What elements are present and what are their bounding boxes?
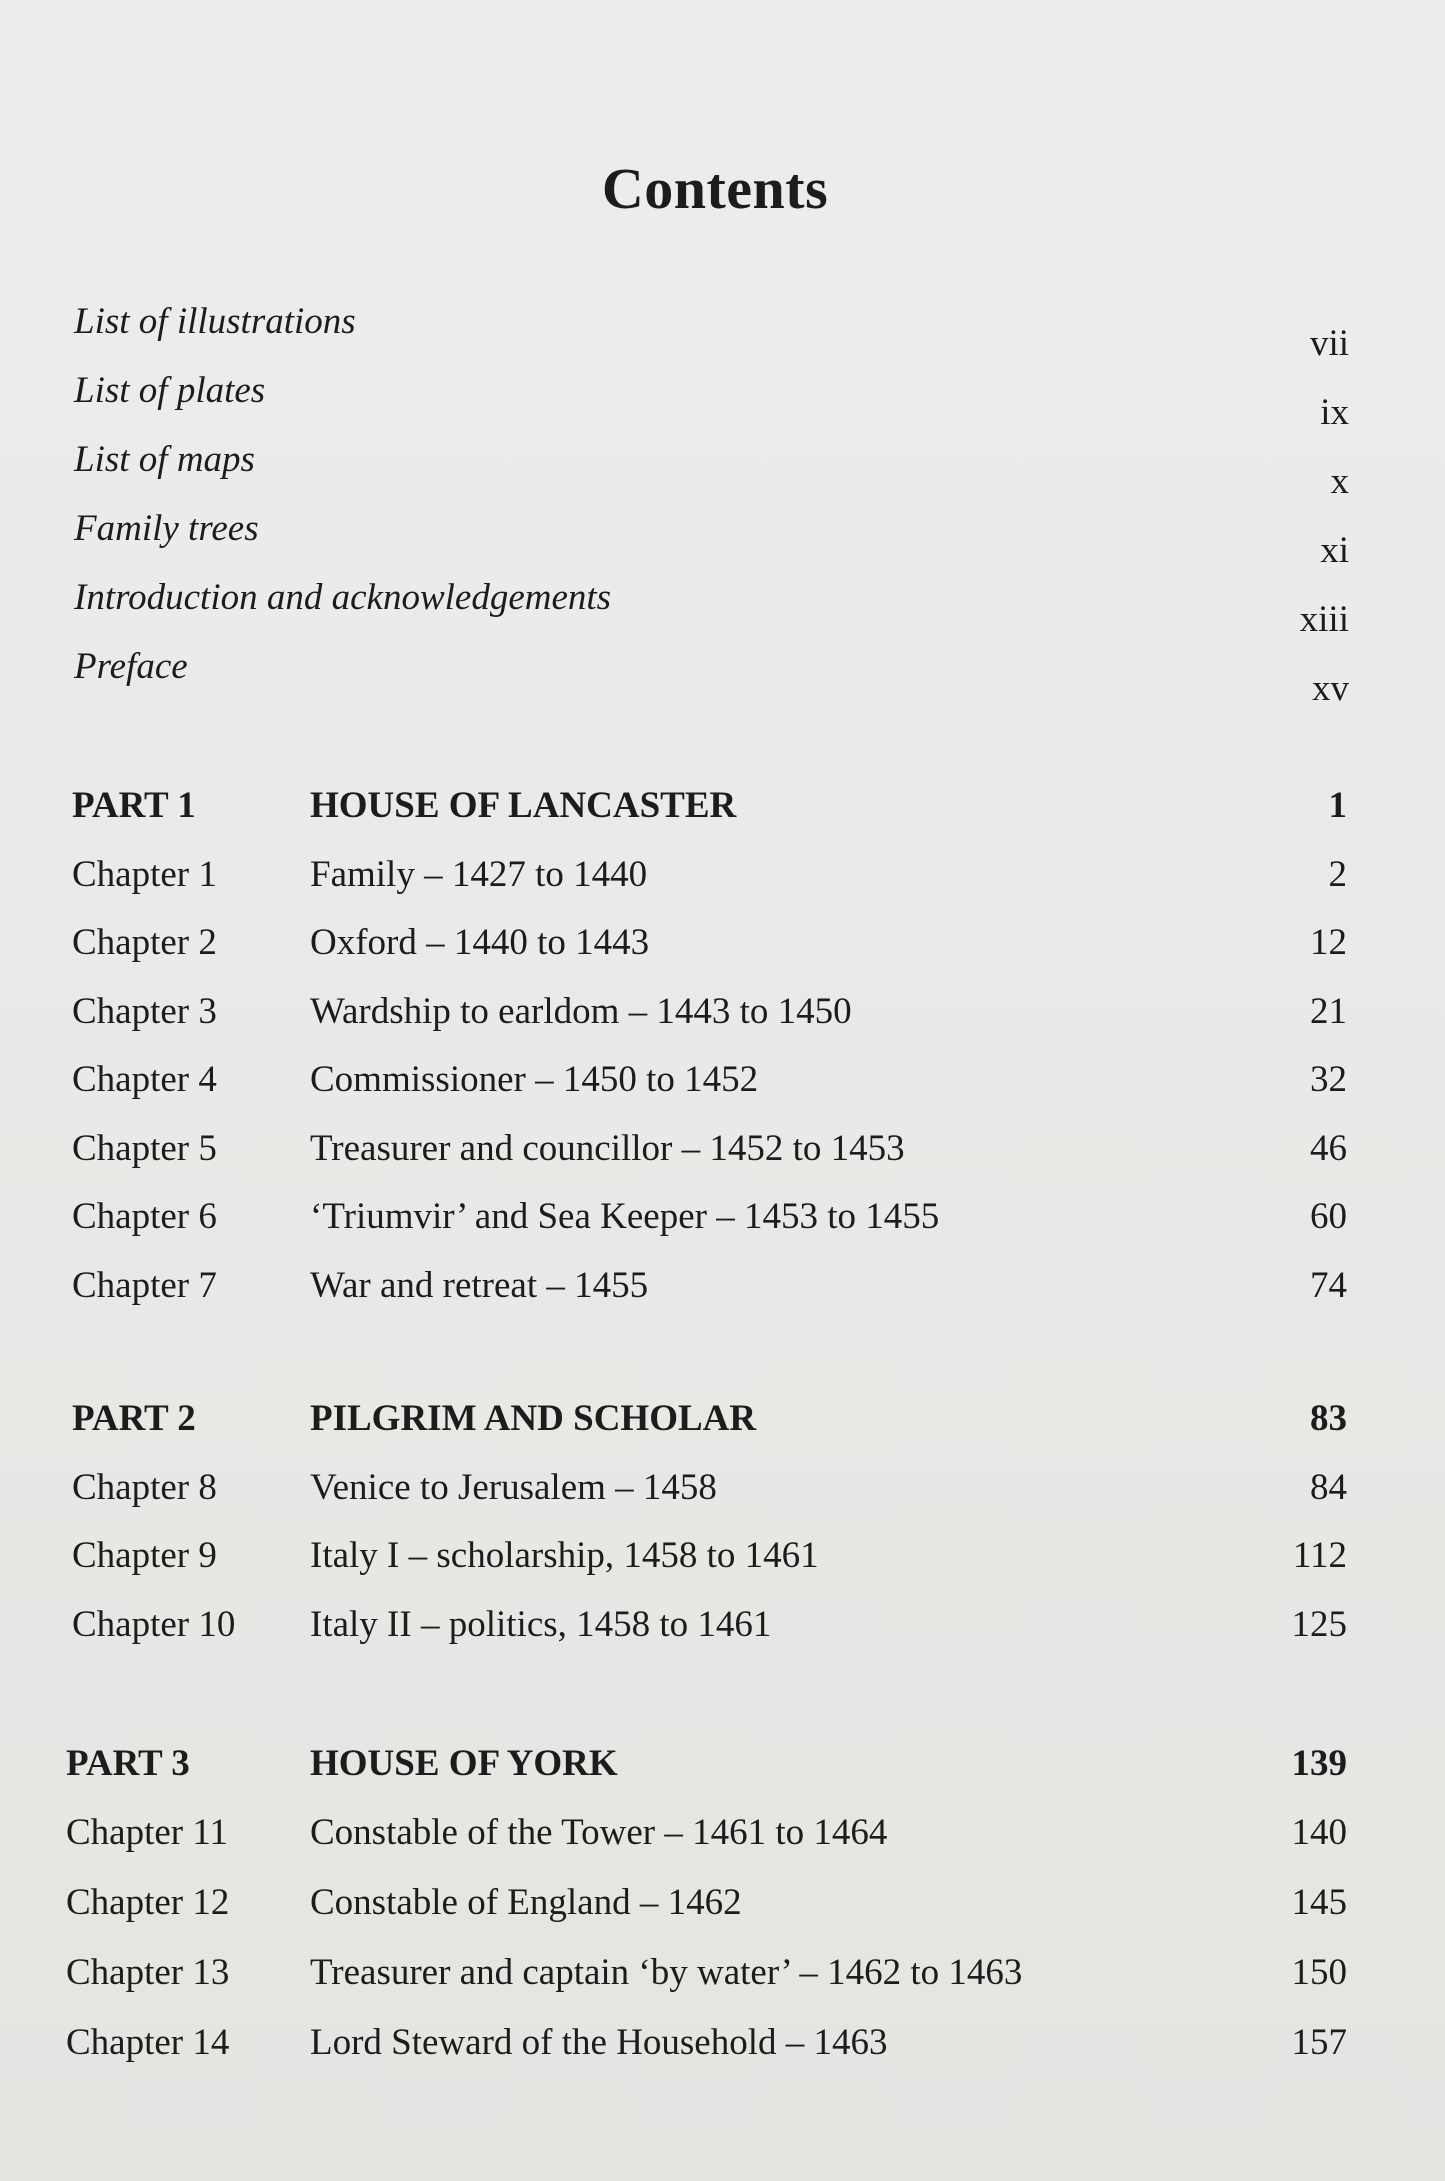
chapter-label: Chapter 12	[66, 1882, 230, 1923]
chapter-label: Chapter 6	[72, 1196, 217, 1237]
front-matter-label: Family trees	[74, 508, 259, 549]
part-page: 1	[1328, 785, 1347, 826]
chapter-row	[72, 1127, 1347, 1177]
chapter-name: Oxford – 1440 to 1443	[310, 922, 650, 963]
chapter-page: 140	[1291, 1812, 1347, 1853]
part-heading	[72, 784, 1347, 834]
chapter-name: Treasurer and captain ‘by water’ – 1462 to 1463	[310, 1952, 1023, 1993]
chapter-name: Italy II – politics, 1458 to 1461	[310, 1604, 772, 1645]
front-matter-item	[74, 645, 1349, 709]
chapter-row	[72, 853, 1347, 903]
part-heading	[72, 1397, 1347, 1447]
chapter-name: Italy I – scholarship, 1458 to 1461	[310, 1535, 819, 1576]
chapter-name: Lord Steward of the Household – 1463	[310, 2022, 888, 2063]
front-matter-item	[74, 300, 1349, 364]
part-label: PART 3	[66, 1743, 190, 1784]
page-title: Contents	[601, 156, 829, 221]
part-heading	[66, 1742, 1347, 1792]
front-matter-page: xv	[1312, 668, 1349, 709]
chapter-name: Constable of the Tower – 1461 to 1464	[310, 1812, 888, 1853]
front-matter-label: List of plates	[74, 370, 266, 411]
chapter-row	[66, 1881, 1347, 1931]
chapter-page: 112	[1292, 1535, 1347, 1576]
front-matter-item	[74, 369, 1349, 433]
part-label: PART 2	[72, 1398, 196, 1439]
chapter-row	[72, 1264, 1347, 1314]
chapter-row	[72, 990, 1347, 1040]
chapter-label: Chapter 13	[66, 1952, 230, 1993]
chapter-name: Family – 1427 to 1440	[310, 854, 648, 895]
front-matter-item	[74, 507, 1349, 571]
front-matter-page: xi	[1320, 530, 1349, 571]
chapter-label: Chapter 8	[72, 1467, 217, 1508]
chapter-page: 32	[1310, 1059, 1347, 1100]
chapter-row	[72, 1195, 1347, 1245]
chapter-label: Chapter 1	[72, 854, 217, 895]
part-name: HOUSE OF YORK	[310, 1743, 618, 1784]
chapter-page: 21	[1310, 991, 1347, 1032]
part-page: 83	[1310, 1398, 1347, 1439]
chapter-label: Chapter 7	[72, 1265, 217, 1306]
chapter-label: Chapter 5	[72, 1128, 217, 1169]
chapter-label: Chapter 14	[66, 2022, 230, 2063]
front-matter-label: List of illustrations	[74, 301, 356, 342]
chapter-name: ‘Triumvir’ and Sea Keeper – 1453 to 1455	[310, 1196, 940, 1237]
front-matter-label: Preface	[74, 646, 188, 687]
chapter-name: Venice to Jerusalem – 1458	[310, 1467, 717, 1508]
front-matter-item	[74, 576, 1349, 640]
chapter-row	[66, 2021, 1347, 2071]
chapter-row	[72, 1058, 1347, 1108]
chapter-page: 157	[1291, 2022, 1347, 2063]
chapter-page: 2	[1328, 854, 1347, 895]
chapter-label: Chapter 11	[66, 1812, 229, 1853]
front-matter-page: ix	[1320, 392, 1349, 433]
chapter-label: Chapter 4	[72, 1059, 217, 1100]
chapter-page: 150	[1291, 1952, 1347, 1993]
part-name: PILGRIM AND SCHOLAR	[310, 1398, 757, 1439]
chapter-label: Chapter 10	[72, 1604, 236, 1645]
chapter-name: Constable of England – 1462	[310, 1882, 742, 1923]
front-matter-item	[74, 438, 1349, 502]
chapter-page: 145	[1291, 1882, 1347, 1923]
chapter-name: War and retreat – 1455	[310, 1265, 649, 1306]
chapter-label: Chapter 9	[72, 1535, 217, 1576]
chapter-name: Wardship to earldom – 1443 to 1450	[310, 991, 852, 1032]
chapter-page: 46	[1310, 1128, 1347, 1169]
chapter-page: 125	[1291, 1604, 1347, 1645]
part-label: PART 1	[72, 785, 196, 826]
chapter-row	[66, 1811, 1347, 1861]
chapter-page: 84	[1310, 1467, 1347, 1508]
part-page: 139	[1291, 1743, 1347, 1784]
chapter-page: 12	[1310, 922, 1347, 963]
front-matter-page: xiii	[1299, 599, 1349, 640]
front-matter-label: Introduction and acknowledgements	[74, 577, 612, 618]
chapter-label: Chapter 3	[72, 991, 217, 1032]
chapter-row	[72, 921, 1347, 971]
chapter-label: Chapter 2	[72, 922, 217, 963]
chapter-row	[72, 1466, 1347, 1516]
chapter-row	[72, 1603, 1347, 1653]
chapter-name: Treasurer and councillor – 1452 to 1453	[310, 1128, 905, 1169]
chapter-row	[66, 1951, 1347, 2001]
front-matter-label: List of maps	[74, 439, 255, 480]
chapter-page: 74	[1310, 1265, 1347, 1306]
front-matter-page: x	[1330, 461, 1349, 502]
part-name: HOUSE OF LANCASTER	[310, 785, 737, 826]
chapter-name: Commissioner – 1450 to 1452	[310, 1059, 759, 1100]
chapter-page: 60	[1310, 1196, 1347, 1237]
chapter-row	[72, 1534, 1347, 1584]
front-matter-page: vii	[1309, 323, 1349, 364]
